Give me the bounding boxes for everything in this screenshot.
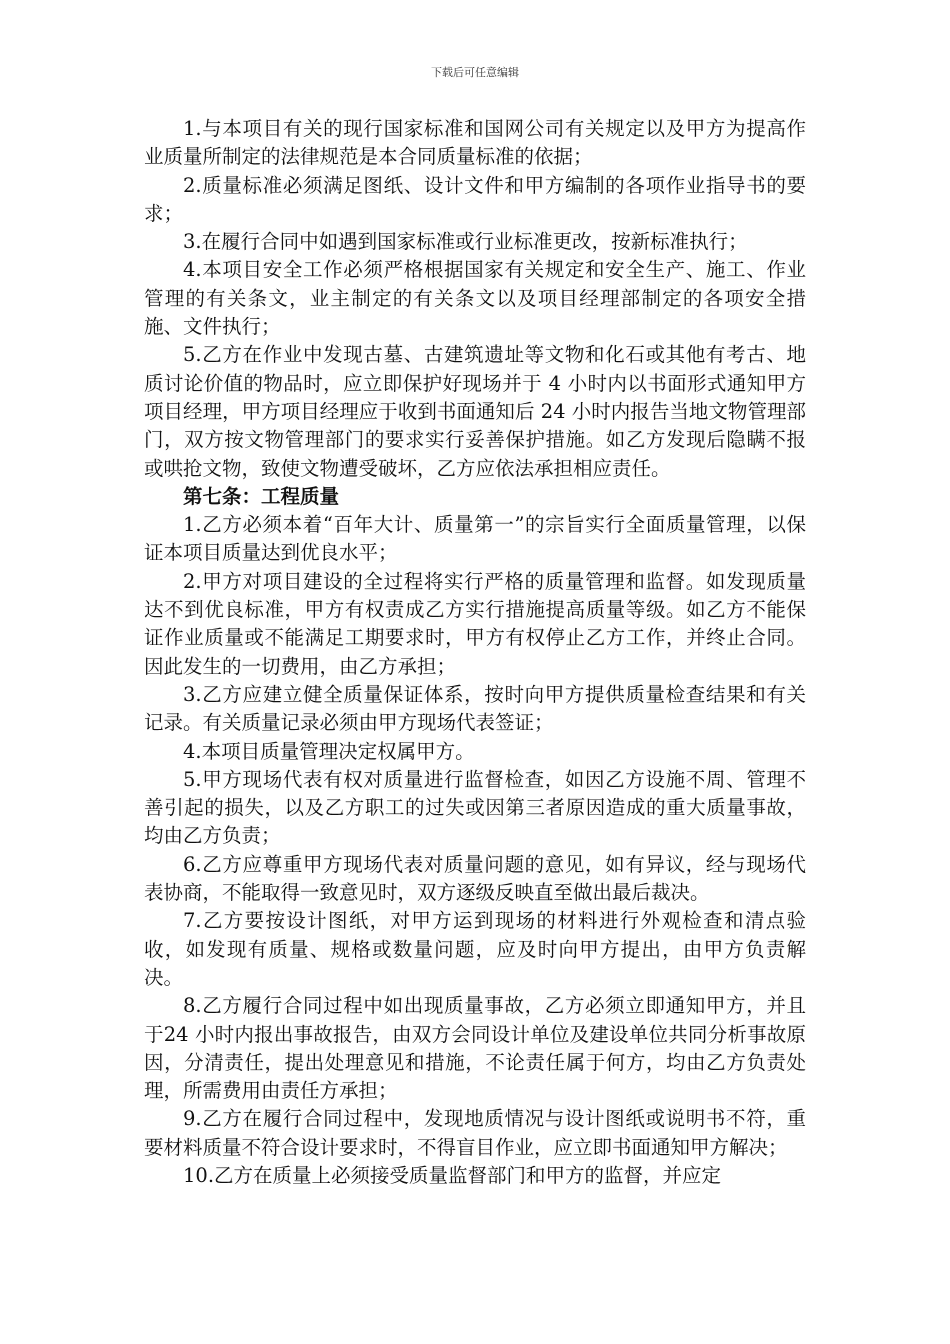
document-body <box>144 115 806 1190</box>
clause-paragraph: 5.乙方在作业中发现古墓、古建筑遗址等文物和化石或其他有考古、地质讨论价值的物品时，应立即保护好现场并于 4 小时内以书面形式通知甲方项目经理，甲方项目经理应于收到书面通知后 24 小时内报告当地文物管理部门，双方按文物管理部门的要求实行妥善保护措施。如乙方发现后隐瞒不报或哄抢文物，致使文物遭受破坏，乙方应依法承担相应责任。 <box>144 343 806 480</box>
clause-paragraph: 9.乙方在履行合同过程中，发现地质情况与设计图纸或说明书不符，重要材料质量不符合设计要求时，不得盲目作业，应立即书面通知甲方解决； <box>144 1107 806 1159</box>
clause-paragraph: 6.乙方应尊重甲方现场代表对质量问题的意见，如有异议，经与现场代表协商，不能取得一致意见时，双方逐级反映直至做出最后裁决。 <box>144 852 806 905</box>
clause-paragraph: 8.乙方履行合同过程中如出现质量事故，乙方必须立即通知甲方，并且于24 小时内报出事故报告，由双方会同设计单位及建设单位共同分析事故原因，分清责任，提出处理意见和措施，不论责任属于何方，均由乙方负责处理，所需费用由责任方承担； <box>144 994 806 1103</box>
clause-paragraph: 5.甲方现场代表有权对质量进行监督检查，如因乙方设施不周、管理不善引起的损失，以及乙方职工的过失或因第三者原因造成的重大质量事故，均由乙方负责； <box>144 767 806 848</box>
clause-paragraph: 4.本项目安全工作必须严格根据国家有关规定和安全生产、施工、作业管理的有关条文，业主制定的有关条文以及项目经理部制定的各项安全措施、文件执行； <box>144 258 806 339</box>
section-heading: 第七条：工程质量 <box>183 484 340 508</box>
clause-paragraph: 3.乙方应建立健全质量保证体系，按时向甲方提供质量检查结果和有关记录。有关质量记录必须由甲方现场代表签证； <box>144 682 806 735</box>
clause-paragraph: 7.乙方要按设计图纸，对甲方运到现场的材料进行外观检查和清点验收，如发现有质量、规格或数量问题，应及时向甲方提出，由甲方负责解决。 <box>144 909 806 989</box>
clause-paragraph: 2.质量标准必须满足图纸、设计文件和甲方编制的各项作业指导书的要求； <box>144 173 806 225</box>
clause-paragraph: 4.本项目质量管理决定权属甲方。 <box>183 739 475 763</box>
clause-paragraph: 1.乙方必须本着“百年大计、质量第一”的宗旨实行全面质量管理，以保证本项目质量达到优良水平； <box>144 513 806 565</box>
page-header: 下载后可任意编辑 <box>431 66 519 79</box>
clause-paragraph: 2.甲方对项目建设的全过程将实行严格的质量管理和监督。如发现质量达不到优良标准，甲方有权责成乙方实行措施提高质量等级。如乙方不能保证作业质量或不能满足工期要求时，甲方有权停止乙方工作，并终止合同。因此发生的一切费用，由乙方承担； <box>144 569 806 678</box>
clause-paragraph: 3.在履行合同中如遇到国家标准或行业标准更改，按新标准执行； <box>183 230 748 254</box>
clause-paragraph: 10.乙方在质量上必须接受质量监督部门和甲方的监督，并应定 <box>183 1163 722 1187</box>
clause-paragraph: 1.与本项目有关的现行国家标准和国网公司有关规定以及甲方为提高作业质量所制定的法律规范是本合同质量标准的依据； <box>144 117 806 169</box>
